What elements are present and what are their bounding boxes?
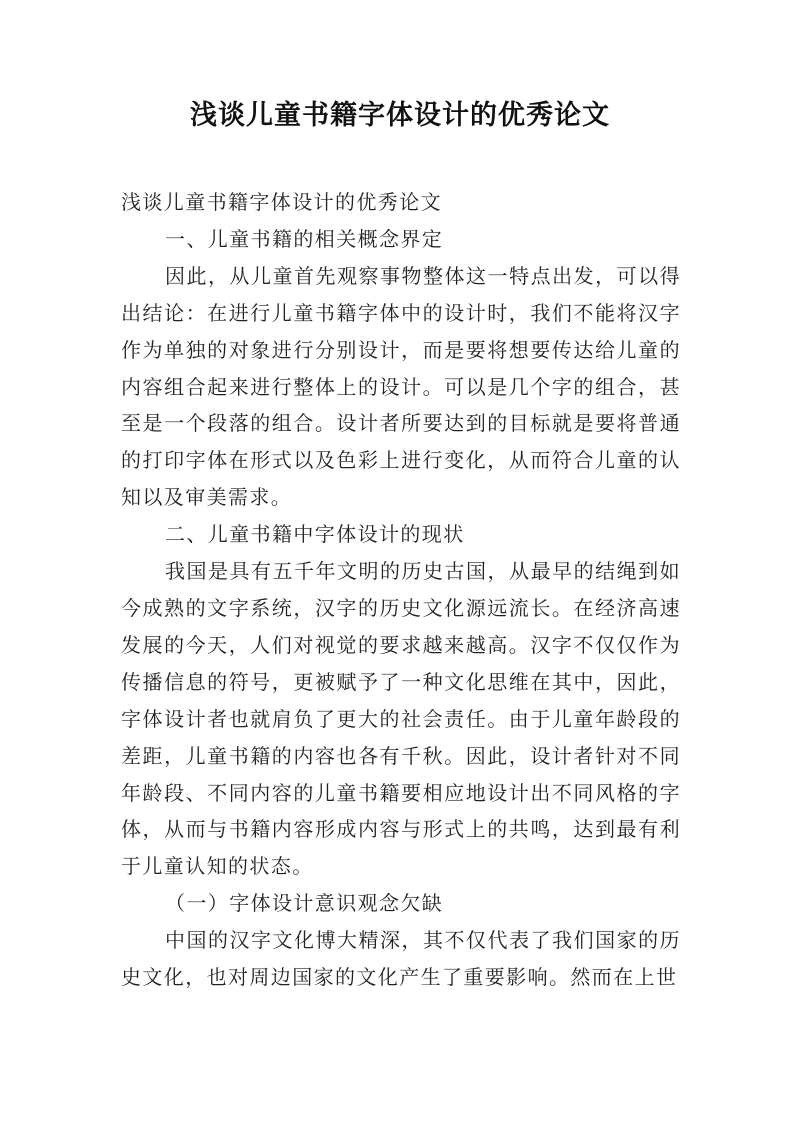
document-body xyxy=(121,184,681,996)
document-title: 浅谈儿童书籍字体设计的优秀论文 xyxy=(190,100,610,131)
section-1-heading: 一、儿童书籍的相关概念界定 xyxy=(165,226,444,251)
subsection-1-paragraph: 中国的汉字文化博大精深，其不仅代表了我们国家的历史文化，也对周边国家的文化产生了重要影响。然而在上世 xyxy=(121,928,681,990)
section-1-paragraph: 因此，从儿童首先观察事物整体这一特点出发，可以得出结论：在进行儿童书籍字体中的设计时，我们不能将汉字作为单独的对象进行分别设计，而是要将想要传达给儿童的内容组合起来进行整体上的设计。可以是几个字的组合，甚至是一个段落的组合。设计者所要达到的目标就是要将普通的打印字体在形式以及色彩上进行变化，从而符合儿童的认知以及审美需求。 xyxy=(121,263,681,510)
section-2-paragraph: 我国是具有五千年文明的历史古国，从最早的结绳到如今成熟的文字系统，汉字的历史文化源远流长。在经济高速发展的今天，人们对视觉的要求越来越高。汉字不仅仅作为传播信息的符号，更被赋予了一种文化思维在其中，因此，字体设计者也就肩负了更大的社会责任。由于儿童年龄段的差距，儿童书籍的内容也各有千秋。因此，设计者针对不同年龄段、不同内容的儿童书籍要相应地设计出不同风格的字体，从而与书籍内容形成内容与形式上的共鸣，达到最有利于儿童认知的状态。 xyxy=(121,559,681,879)
section-2-heading: 二、儿童书籍中字体设计的现状 xyxy=(165,522,465,547)
subsection-1-heading: （一）字体设计意识观念欠缺 xyxy=(165,891,444,916)
document-subtitle: 浅谈儿童书籍字体设计的优秀论文 xyxy=(121,190,442,214)
